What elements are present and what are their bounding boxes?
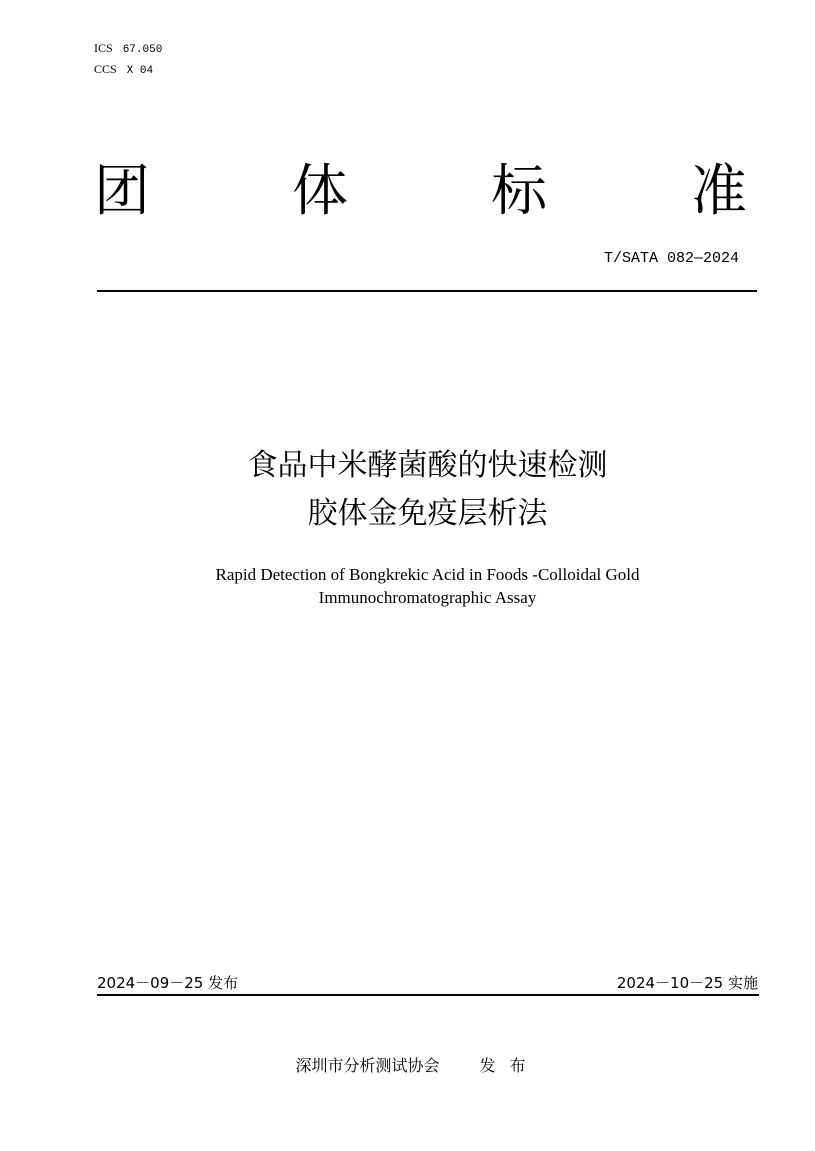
publish-date: 2024－09－25 发布 (97, 974, 239, 992)
issue-label: 发布 (479, 1056, 540, 1075)
standard-number: T/SATA 082—2024 (603, 250, 739, 267)
standard-type-char-1: 团 (94, 159, 150, 224)
standard-type-char-3: 标 (491, 159, 547, 224)
ccs-label: CCS (94, 62, 117, 76)
ccs-code: X 04 (126, 65, 154, 77)
standard-type-char-2: 体 (292, 159, 348, 224)
ics-code-line (94, 41, 162, 56)
title-en-line-2: Immunochromatographic Assay (318, 588, 537, 607)
standard-type-char-4: 准 (691, 159, 747, 224)
title-cn-line-1: 食品中米酵菌酸的快速检测 (247, 448, 608, 483)
issuer-name: 深圳市分析测试协会 (295, 1056, 440, 1075)
implement-date: 2024－10－25 实施 (616, 974, 758, 992)
ics-code: 67.050 (122, 44, 163, 56)
title-en-line-1: Rapid Detection of Bongkrekic Acid in Foods -Colloidal Gold (215, 565, 640, 584)
bottom-divider (97, 994, 759, 996)
ics-label: ICS (94, 41, 113, 55)
top-divider (97, 290, 757, 292)
issuer-line (0, 1053, 815, 1076)
title-cn-line-2: 胶体金免疫层析法 (307, 496, 548, 531)
ccs-code-line (94, 62, 153, 77)
